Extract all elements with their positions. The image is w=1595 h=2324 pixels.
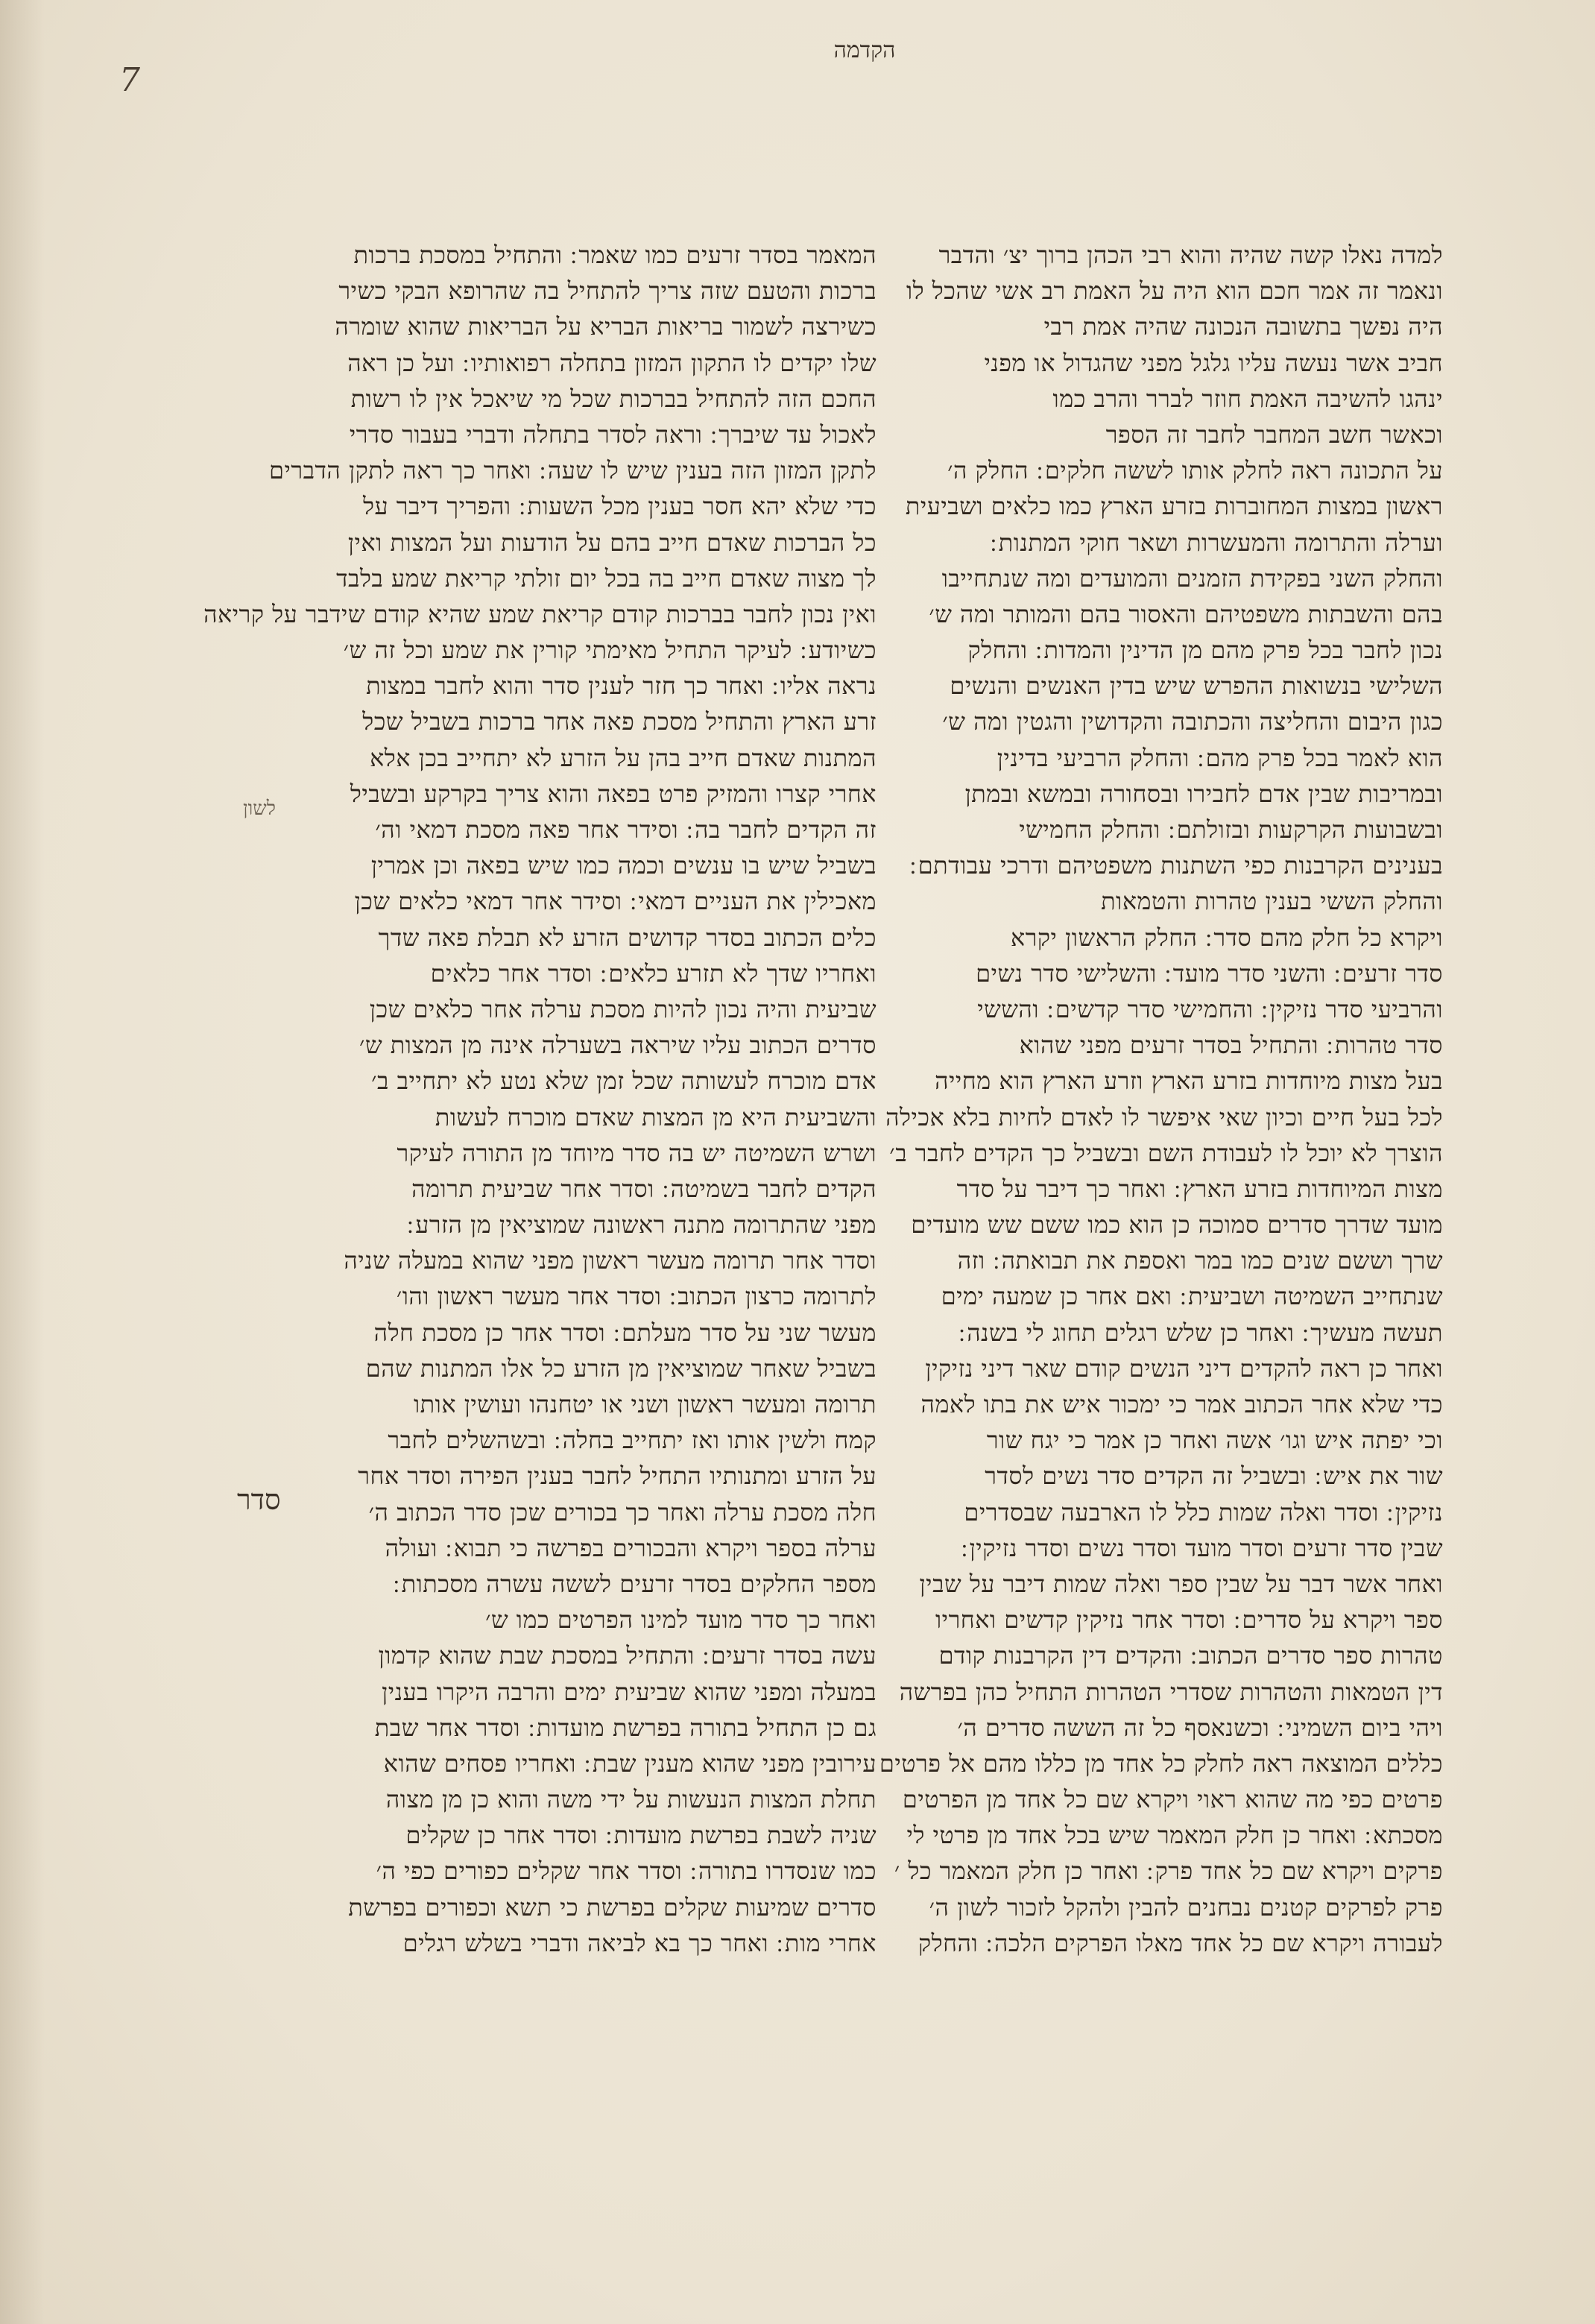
text-line: המתנות שאדם חייב בהן על הזרע לא יתחייב בכן אלא bbox=[370, 743, 877, 772]
text-line: לתרומה כרצון הכתוב ׃ וסדר אחר מעשר ראשון והו׳ bbox=[396, 1282, 877, 1311]
text-line: והחלק הששי בענין טהרות והטמאות bbox=[1101, 887, 1443, 916]
text-line: נכון לחבר בכל פרק מהם מן הדינין והמדות ׃ והחלק bbox=[967, 636, 1443, 665]
text-line: קמח ולשין אותו ואז יתחייב בחלה ׃ ובשהשלים לחבר bbox=[388, 1426, 877, 1455]
page-gutter-shadow bbox=[0, 0, 45, 2324]
text-line: ויהי ביום השמיני ׃ וכשנאסף כל זה הששה סדרים ה׳ bbox=[957, 1713, 1443, 1742]
text-line: ושרש השמיטה יש בה סדר מיוחד מן התורה לעיקר bbox=[397, 1138, 877, 1167]
text-line: כמו שנסדרו בתורה ׃ וסדר אחר שקלים כפורים כפי ה׳ bbox=[376, 1857, 877, 1886]
text-line: נזיקין ׃ וסדר ואלה שמות כלל לו הארבעה שבסדרים bbox=[964, 1497, 1443, 1526]
text-line: ינהגו להשיבה האמת חוזר לברר והרב כמו bbox=[1052, 384, 1443, 413]
text-line: כגון היבום והחליצה והכתובה והקדושין והגטין ומה ש׳ bbox=[942, 707, 1443, 736]
text-line: שרך וששם שנים כמו במר ואספת את תבואתה ׃ וזה bbox=[957, 1246, 1443, 1275]
text-line: סדר זרעים ׃ והשני סדר מועד ׃ והשלישי סדר נשים bbox=[976, 959, 1443, 988]
text-line: שניה לשבת בפרשת מועדות ׃ וסדר אחר כן שקלים bbox=[405, 1821, 877, 1850]
text-line: ואחריו שדך לא תזרע כלאים ׃ וסדר אחר כלאים bbox=[430, 959, 877, 988]
text-line: כללים המוצאה ראה לחלק כל אחד מן כללו מהם אל פרטים bbox=[879, 1749, 1443, 1778]
text-line: וכאשר חשב המחבר לחבר זה הספר bbox=[1105, 420, 1443, 449]
running-head: הקדמה bbox=[833, 37, 896, 63]
text-line: אחרי מות ׃ ואחר כך בא לביאה ודברי בשלש רגלים bbox=[402, 1928, 877, 1957]
text-line: שנתחייב השמיטה ושביעית ׃ ואם אחר כן שמעה ימים bbox=[941, 1282, 1443, 1311]
margin-note-seder: סדר bbox=[237, 1483, 281, 1516]
text-line: תחלת המצות הנעשות על ידי משה והוא כן מן מצוה bbox=[385, 1785, 877, 1814]
text-line: אחרי קצרו והמזיק פרט בפאה והוא צריך בקרקע ובשביל bbox=[350, 779, 877, 808]
text-line: בשביל שאחר שמוציאין מן הזרע כל אלו המתנות שהם bbox=[365, 1354, 877, 1383]
text-line: מסכתא ׃ ואחר כן חלק המאמר שיש בכל אחד מן פרטי לי bbox=[906, 1821, 1443, 1850]
text-line: מאכילין את העניים דמאי ׃ וסידר אחר דמאי כלאים שכן bbox=[354, 887, 877, 916]
text-line: והשביעית היא מן המצות שאדם מוכרח לעשות bbox=[435, 1102, 877, 1131]
text-line: היה נפשך בתשובה הנכונה שהיה אמת רבי bbox=[1043, 312, 1443, 341]
text-line: וכי יפתה איש וגו׳ אשה ואחר כן אמר כי יגח שור bbox=[986, 1426, 1443, 1455]
text-line: ובמריבות שבין אדם לחבירו ובסחורה ובמשא ובמתן bbox=[964, 779, 1443, 808]
text-line: מעשר שני על סדר מעלתם ׃ וסדר אחר כן מסכת חלה bbox=[373, 1318, 877, 1347]
text-line: בשביל שיש בו ענשים וכמה כמו שיש בפאה וכן אמרין bbox=[370, 851, 877, 880]
text-line: חלה מסכת ערלה ואחר כך בכורים שכן סדר הכתוב ה׳ bbox=[368, 1497, 877, 1526]
text-line: ואחר כך סדר מועד למינו הפרטים כמו ש׳ bbox=[485, 1605, 877, 1635]
text-line: ברכות והטעם שזה צריך להתחיל בה שהרופא הבקי כשיר bbox=[338, 277, 877, 306]
text-line: והחלק השני בפקידת הזמנים והמועדים ומה שנתחייבו bbox=[941, 563, 1443, 593]
text-line: נראה אליו ׃ ואחר כך חזר לענין סדר והוא לחבר במצות bbox=[366, 672, 877, 701]
text-line: ונאמר זה אמר חכם הוא היה על האמת רב אשי שהכל לו bbox=[906, 277, 1443, 306]
text-line: אדם מוכרח לעשותה שכל זמן שלא נטע לא יתחייב ב׳ bbox=[371, 1067, 877, 1096]
text-line: מפני שהתרומה מתנה ראשונה שמוציאין מן הזרע ׃ bbox=[407, 1210, 877, 1240]
text-line: דין הטמאות והטהרות שסדרי הטהרות התחיל כהן בפרשה bbox=[899, 1677, 1443, 1706]
text-line: לך מצוה שאדם חייב בה בכל יום זולתי קריאת שמע בלבד bbox=[336, 563, 877, 593]
right-text-column bbox=[879, 237, 1443, 1961]
text-line: בהם והשבתות משפטיהם והאסור בהם והמותר ומה ש׳ bbox=[929, 599, 1443, 628]
text-line: ואין נכון לחבר בברכות קודם קריאת שמע שהיא קודם שידבר על קריאה bbox=[203, 599, 877, 628]
text-line: מצות המיוחדות בזרע הארץ ׃ ואחר כך דיבר על סדר bbox=[956, 1174, 1443, 1203]
text-line: הקדים לחבר בשמיטה ׃ וסדר אחר שביעית תרומה bbox=[411, 1174, 877, 1203]
text-line: פרק לפרקים קטנים נבחנים להבין ולהקל לזכור לשון ה׳ bbox=[929, 1892, 1443, 1922]
text-line: סדר טהרות ׃ והתחיל בסדר זרעים מפני שהוא bbox=[1019, 1031, 1443, 1060]
text-line: וערלה והתרומה והמעשרות ושאר חוקי המתנות ׃ bbox=[990, 528, 1443, 557]
text-line: ערלה בספר ויקרא והבכורים בפרשה כי תבוא ׃ ועולה bbox=[385, 1533, 877, 1562]
text-line: בענינים הקרבנות כפי השתנות משפטיהם ודרכי עבודתם ׃ bbox=[909, 851, 1443, 880]
text-line: ובשבועות הקרקעות ובזולתם ׃ והחלק החמישי bbox=[1019, 815, 1443, 844]
text-line: הוא לאמר בכל פרק מהם ׃ והחלק הרביעי בדינין bbox=[997, 743, 1443, 772]
text-line: החכם הזה להתחיל בברכות שכל מי שיאכל אין לו רשות bbox=[350, 384, 877, 413]
text-line: פרטים כפי מה שהוא ראוי ויקרא שם כל אחד מן הפרטים bbox=[902, 1785, 1443, 1814]
text-line: זה הקדים לחבר בה ׃ וסידר אחר פאה מסכת דמאי וה׳ bbox=[375, 815, 877, 844]
text-line: כלים הכתוב בסדר קדושים הזרע לא תבלת פאה שדך bbox=[378, 923, 877, 952]
text-line: ואחר אשר דבר על שבין ספר ואלה שמות דיבר על שבין bbox=[919, 1569, 1443, 1598]
text-line: והרביעי סדר נזיקין ׃ והחמישי סדר קדשים ׃ והששי bbox=[977, 994, 1443, 1023]
text-line: תעשה מעשיך ׃ ואחר כן שלש רגלים תחוג לי בשנה ׃ bbox=[958, 1318, 1443, 1347]
text-line: השלישי בנשואות ההפרש שיש בדין האנשים והנשים bbox=[950, 672, 1443, 701]
text-line: כשירצה לשמור בריאות הבריא על הבריאות שהוא שומרה bbox=[335, 312, 877, 341]
text-line: ויקרא כל חלק מהם סדר ׃ החלק הראשון יקרא bbox=[1011, 923, 1443, 952]
text-line: המאמר בסדר זרעים כמו שאמר ׃ והתחיל במסכת ברכות bbox=[353, 241, 877, 269]
text-line: ראשון במצות המחוברות בזרע הארץ כמו כלאים ושביעית bbox=[905, 492, 1443, 521]
text-line: עירובין מפני שהוא מענין שבת ׃ ואחריו פסחים שהוא bbox=[383, 1749, 877, 1778]
text-line: סדרים שמיעות שקלים בפרשת כי תשא וכפורים בפרשת bbox=[348, 1892, 877, 1922]
text-line: למדה נאלו קשה שהיה והוא רבי הכהן ברוך יצ׳ והדבר bbox=[938, 241, 1443, 269]
text-line: לתקן המזון הזה בענין שיש לו שעה ׃ ואחר כך ראה לתקן הדברים bbox=[268, 456, 877, 485]
text-line: טהרות ספר סדרים הכתוב ׃ והקדים דין הקרבנות קודם bbox=[938, 1641, 1443, 1670]
text-line: זרע הארץ והתחיל מסכת פאה אחר ברכות בשביל שכל bbox=[362, 707, 877, 736]
text-line: פרקים ויקרא שם כל אחד פרק ׃ ואחר כן חלק המאמר כל ׳ bbox=[894, 1857, 1443, 1886]
text-line: הוצרך לא יוכל לו לעבודת השם ובשביל כך הקדים לחבר ב׳ bbox=[889, 1138, 1443, 1167]
text-line: כל הברכות שאדם חייב בהם על הודעות ועל המצות ואין bbox=[347, 528, 877, 557]
text-line: חביב אשר נעשה עליו גלגל מפני שהגדול או מפני bbox=[984, 348, 1443, 377]
text-line: כשיודע ׃ לעיקר התחיל מאימתי קורין את שמע וכל זה ש׳ bbox=[343, 636, 877, 665]
text-line: תרומה ומעשר ראשון ושני או יטחנהו ועושין אותו bbox=[413, 1390, 877, 1418]
margin-note: לשון bbox=[243, 798, 276, 820]
text-line: כדי שלא יהא חסר בענין מכל השעות ׃ והפריך דיבר על bbox=[363, 492, 877, 521]
text-line: במעלה ומפני שהוא שביעית ימים והרבה היקרו בענין bbox=[382, 1677, 877, 1706]
text-line: על הזרע ומתנותיו התחיל לחבר בענין הפירה וסדר אחר bbox=[358, 1462, 877, 1491]
text-line: לעבורה ויקרא שם כל אחד מאלו הפרקים הלכה ׃ והחלק bbox=[918, 1928, 1443, 1957]
text-line: עשה בסדר זרעים ׃ והתחיל במסכת שבת שהוא קדמון bbox=[378, 1641, 877, 1670]
text-line: לכל בעל חיים וכיון שאי איפשר לו לאדם לחיות בלא אכילה bbox=[885, 1102, 1443, 1131]
text-line: כדי שלא אחר הכתוב אמר כי ימכור איש את בתו לאמה bbox=[920, 1390, 1443, 1418]
text-line: וסדר אחר תרומה מעשר ראשון מפני שהוא במעלה שניה bbox=[344, 1246, 877, 1275]
text-line: סדרים הכתוב עליו שיראה בשערלה אינה מן המצות ש׳ bbox=[359, 1031, 877, 1060]
text-line: שור את איש ׃ ובשביל זה הקדים סדר נשים לסדר bbox=[985, 1462, 1443, 1491]
text-line: ואחר כן ראה להקדים דיני הנשים קודם שאר דיני נזיקין bbox=[925, 1354, 1443, 1383]
text-line: שבין סדר זרעים וסדר מועד וסדר נשים וסדר נזיקין ׃ bbox=[961, 1533, 1443, 1562]
text-line: מועד שדרך סדרים סמוכה כן הוא כמו ששם שש מועדים bbox=[911, 1210, 1443, 1240]
text-line: שביעית והיה נכון להיות מסכת ערלה אחר כלאים שכן bbox=[369, 994, 877, 1023]
text-line: בעל מצות מיוחדות בזרע הארץ וזרע הארץ הוא מחייה bbox=[935, 1067, 1443, 1096]
text-line: לאכול עד שיברך ׃ וראה לסדר בתחלה ודברי בעבור סדרי bbox=[349, 420, 877, 449]
text-line: ספר ויקרא על סדרים ׃ וסדר אחר נזיקין קדשים ואחריו bbox=[935, 1605, 1443, 1635]
text-line: מספר החלקים בסדר זרעים לששה עשרה מסכתות ׃ bbox=[393, 1569, 877, 1598]
text-line: שלו יקדים לו התקון המזון בתחלה רפואותיו ׃ ועל כן ראה bbox=[347, 348, 877, 377]
text-line: על התכונה ראה לחלק אותו לששה חלקים ׃ החלק ה׳ bbox=[947, 456, 1443, 485]
folio-number: 7 bbox=[119, 61, 140, 99]
text-line: גם כן התחיל בתורה בפרשת מועדות ׃ וסדר אחר שבת bbox=[374, 1713, 877, 1742]
